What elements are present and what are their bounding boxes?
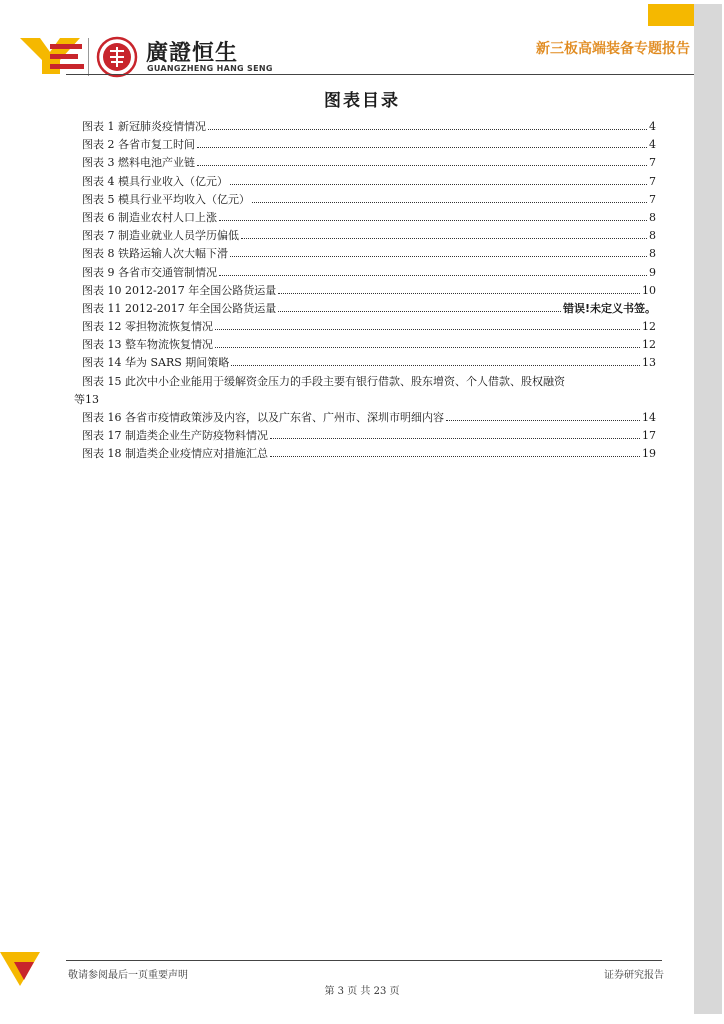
toc-entry[interactable] <box>82 282 656 300</box>
toc-entry-page: 7 <box>649 156 656 170</box>
report-title: 新三板高端装备专题报告 <box>536 41 690 57</box>
toc-entry-page: 12 <box>642 320 656 334</box>
toc-entry-label: 图表 14 华为 SARS 期间策略 <box>82 356 230 370</box>
toc-entry-page: 13 <box>642 356 656 370</box>
toc-entry-page: 12 <box>642 338 656 352</box>
toc-entry-page: 13 <box>85 392 99 406</box>
toc-entry-label-continued: 等 <box>74 392 85 406</box>
toc-entry[interactable] <box>82 264 656 282</box>
toc-entry[interactable] <box>82 336 656 354</box>
footer-disclaimer: 敬请参阅最后一页重要声明 <box>68 970 188 981</box>
toc-heading: 图表目录 <box>324 91 400 111</box>
toc-entry-page: 17 <box>642 429 656 443</box>
toc-entry[interactable] <box>82 227 656 245</box>
toc-entry-label: 图表 2 各省市复工时间 <box>82 138 195 152</box>
figure-toc-list <box>74 118 656 464</box>
brand-name-en: GUANGZHENG HANG SENG <box>147 64 273 73</box>
toc-entry[interactable] <box>82 118 656 136</box>
toc-leader <box>197 146 647 148</box>
toc-entry-page: 7 <box>649 192 656 206</box>
toc-entry-label: 图表 8 铁路运输人次大幅下滑 <box>82 247 228 261</box>
toc-entry-label: 图表 5 模具行业平均收入（亿元） <box>82 192 250 206</box>
toc-entry-label: 图表 17 制造类企业生产防疫物料情况 <box>82 429 268 443</box>
toc-entry-page: 8 <box>649 210 656 224</box>
toc-entry[interactable] <box>82 318 656 336</box>
toc-entry-label: 图表 11 2012-2017 年全国公路货运量 <box>82 301 277 315</box>
toc-leader <box>270 437 640 439</box>
footer-page-number: 第 3 页 共 23 页 <box>324 986 400 997</box>
toc-entry-label: 图表 3 燃料电池产业链 <box>82 156 195 170</box>
page-side-bar <box>694 4 722 1014</box>
toc-entry-page: 10 <box>642 283 656 297</box>
toc-entry-error: 错误!未定义书签。 <box>562 301 656 315</box>
toc-leader <box>208 128 647 130</box>
toc-entry-page: 4 <box>649 138 656 152</box>
toc-entry[interactable] <box>82 191 656 209</box>
toc-entry-label: 图表 16 各省市疫情政策涉及内容，以及广东省、广州市、深圳市明细内容 <box>82 411 444 424</box>
toc-entry-label: 图表 6 制造业农村人口上涨 <box>82 210 217 224</box>
toc-entry[interactable] <box>82 354 656 372</box>
toc-entry[interactable] <box>74 373 656 409</box>
toc-entry[interactable] <box>82 209 656 227</box>
seal-logo-icon <box>96 36 138 78</box>
toc-leader <box>219 274 647 276</box>
toc-leader <box>215 346 640 348</box>
toc-entry-label: 图表 12 零担物流恢复情况 <box>82 320 213 334</box>
header-corner-accent <box>648 4 694 26</box>
footer-rule <box>66 960 662 961</box>
toc-leader <box>230 183 647 185</box>
toc-entry[interactable] <box>82 136 656 154</box>
toc-leader <box>215 328 640 330</box>
toc-entry-page: 4 <box>649 120 656 133</box>
toc-entry-label: 图表 18 制造类企业疫情应对措施汇总 <box>82 447 268 461</box>
toc-entry[interactable] <box>82 154 656 172</box>
toc-entry-label: 图表 10 2012-2017 年全国公路货运量 <box>82 283 277 297</box>
toc-entry[interactable] <box>82 245 656 263</box>
toc-entry-label: 图表 9 各省市交通管制情况 <box>82 265 217 279</box>
toc-leader <box>230 255 647 257</box>
toc-leader <box>252 201 647 203</box>
toc-entry-page: 8 <box>649 229 656 243</box>
brand-name-cn: 廣證恒生 <box>146 41 239 66</box>
toc-entry[interactable] <box>82 427 656 445</box>
toc-leader <box>197 164 647 166</box>
toc-leader <box>270 455 640 457</box>
toc-entry[interactable] <box>82 173 656 191</box>
toc-entry-page: 19 <box>642 447 656 461</box>
logo-divider <box>88 38 89 76</box>
toc-entry-label: 图表 13 整车物流恢复情况 <box>82 338 213 352</box>
toc-entry-label: 图表 4 模具行业收入（亿元） <box>82 174 228 188</box>
toc-entry-page: 8 <box>649 247 656 261</box>
toc-entry-page: 14 <box>642 411 656 424</box>
toc-leader <box>241 237 647 239</box>
company-logo-icon <box>20 36 86 76</box>
toc-entry-page: 7 <box>649 174 656 188</box>
toc-entry-label: 图表 7 制造业就业人员学历偏低 <box>82 229 239 243</box>
toc-leader <box>219 219 647 221</box>
toc-entry-page: 9 <box>649 265 656 279</box>
toc-entry[interactable] <box>82 300 656 318</box>
toc-leader <box>231 364 640 366</box>
header-rule <box>66 74 694 75</box>
footer-report-type: 证券研究报告 <box>604 970 664 981</box>
toc-entry[interactable] <box>82 445 656 463</box>
toc-entry[interactable] <box>82 409 656 427</box>
toc-entry-label: 图表 1 新冠肺炎疫情情况 <box>82 120 206 133</box>
toc-entry-label: 图表 15 此次中小企业能用于缓解资金压力的手段主要有银行借款、股东增资、个人借款、股权融资 <box>82 374 565 388</box>
toc-leader <box>278 292 640 294</box>
toc-leader <box>278 310 561 312</box>
toc-leader <box>446 419 640 421</box>
